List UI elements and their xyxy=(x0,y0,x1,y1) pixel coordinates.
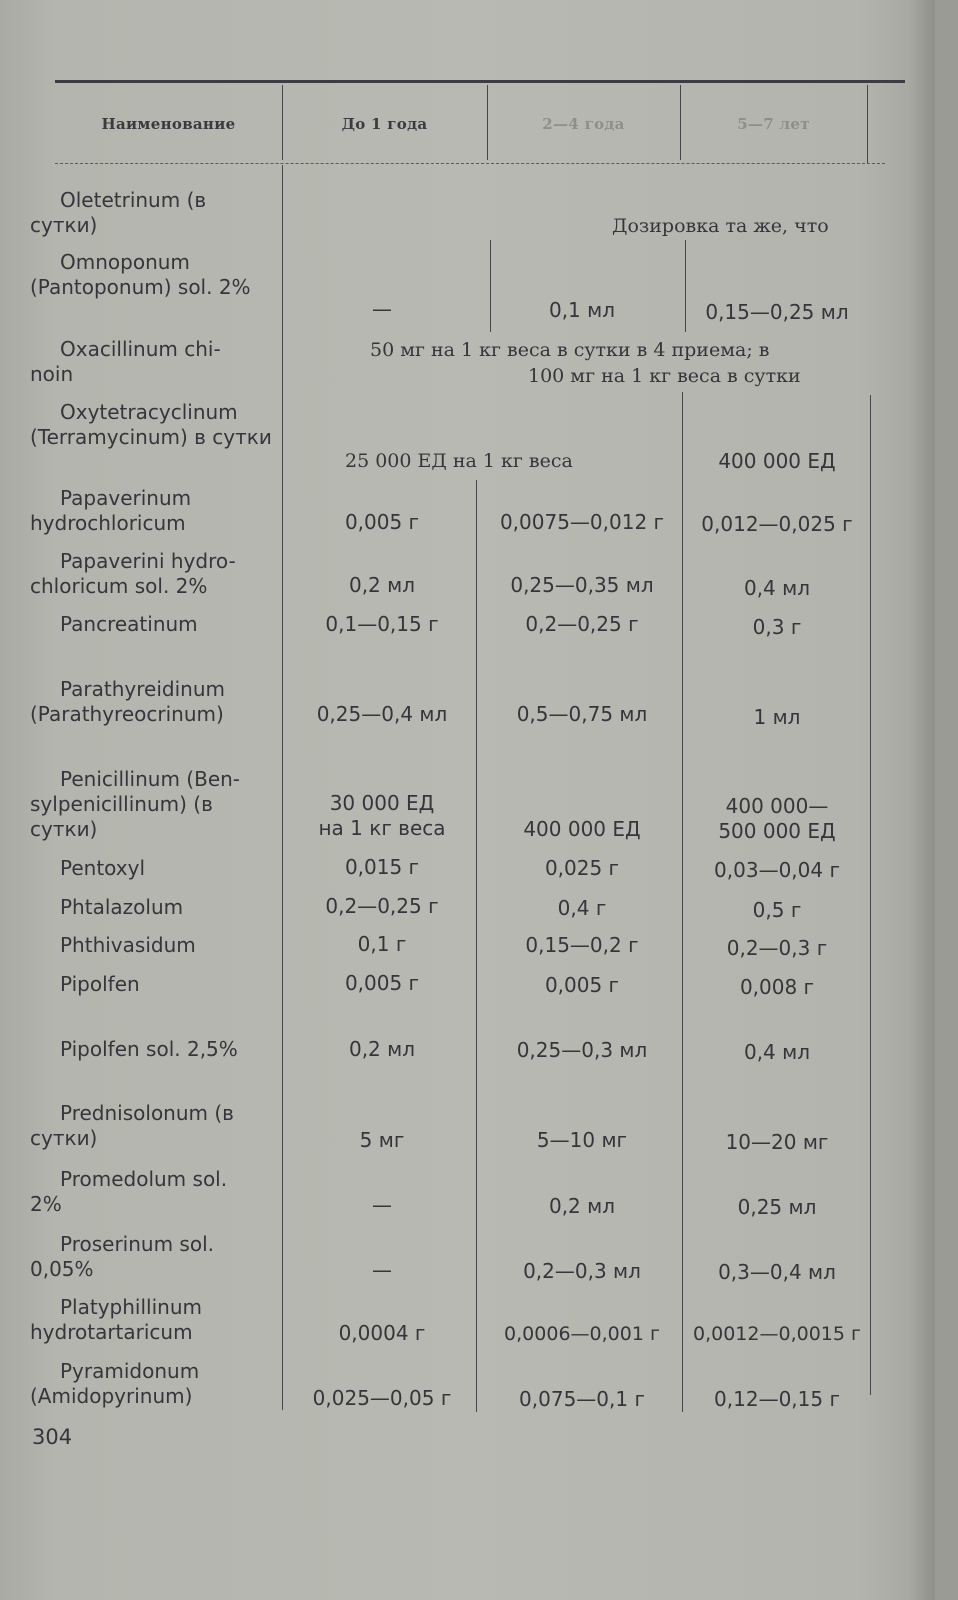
page-edge-shadow xyxy=(909,0,935,1600)
dose-under-1: 0,005 г xyxy=(344,971,420,995)
header-2-4-years: 2—4 года xyxy=(542,115,625,133)
header-under-1-year: До 1 года xyxy=(341,115,428,133)
dose-under-1: 0,25—0,4 мл xyxy=(316,702,448,726)
dose-2-4: 0,15—0,2 г xyxy=(525,933,639,957)
span-note: 100 мг на 1 кг веса в сутки xyxy=(528,365,801,387)
span-note: 25 000 ЕД на 1 кг веса xyxy=(345,450,573,472)
dose-under-1: — xyxy=(372,297,392,321)
span-note: Дозировка та же, что xyxy=(612,215,829,237)
drug-name: Omnoponum (Pantoponum) sol. 2% xyxy=(30,250,251,299)
drug-name: Pyramidonum (Amidopyrinum) xyxy=(30,1359,200,1408)
dose-under-1-note: на 1 кг веса xyxy=(318,816,446,840)
drug-name: Pancreatinum xyxy=(60,612,198,636)
dose-2-4: 0,25—0,35 мл xyxy=(510,573,654,597)
header-name: Наименование xyxy=(101,115,236,133)
drug-name: Parathyreidinum (Parathyreocrinum) xyxy=(30,677,225,726)
dose-5-7: 0,3 г xyxy=(752,615,802,639)
drug-name: Oletetrinum (в сутки) xyxy=(30,188,207,237)
dose-2-4: 0,0075—0,012 г xyxy=(499,510,665,534)
page-number: 304 xyxy=(32,1425,73,1449)
drug-name: Pentoxyl xyxy=(60,856,146,880)
dose-2-4: 0,25—0,3 мл xyxy=(516,1038,648,1062)
dose-under-1: 0,025—0,05 г xyxy=(312,1386,452,1410)
column-divider xyxy=(870,395,871,1395)
span-note: 50 мг на 1 кг веса в сутки в 4 приема; в xyxy=(370,339,770,361)
dose-5-7: 0,03—0,04 г xyxy=(714,858,840,882)
dose-2-4: 5—10 мг xyxy=(536,1128,628,1152)
table-top-rule xyxy=(55,80,905,83)
drug-name: Oxacillinum chi- noin xyxy=(30,337,221,386)
dose-2-4: 0,5—0,75 мл xyxy=(516,702,648,726)
drug-name: Papaverini hydro- chloricum sol. 2% xyxy=(30,549,236,598)
dose-2-4: 0,2—0,3 мл xyxy=(523,1259,641,1283)
dose-under-1: 0,2—0,25 г xyxy=(325,894,439,918)
dose-5-7: 1 мл xyxy=(753,705,801,729)
dose-5-7: 0,012—0,025 г xyxy=(701,512,853,536)
dose-2-4: 0,2 мл xyxy=(548,1194,616,1218)
dose-5-7: 400 000 ЕД xyxy=(718,449,836,473)
dose-5-7: 400 000— xyxy=(725,794,829,818)
drug-name: Papaverinum hydrochloricum xyxy=(30,486,192,535)
drug-name: Platyphillinum hydrotartaricum xyxy=(30,1295,202,1344)
dose-2-4: 0,025 г xyxy=(544,856,620,880)
drug-name: Penicillinum (Ben- sylpenicillinum) (в сутки) xyxy=(30,767,241,841)
dose-5-7: 0,008 г xyxy=(739,975,815,999)
drug-name: Proserinum sol. 0,05% xyxy=(30,1232,214,1281)
dose-5-7: 0,25 мл xyxy=(737,1195,817,1219)
dose-under-1: 0,2 мл xyxy=(348,573,416,597)
dose-5-7: 0,4 мл xyxy=(743,576,811,600)
dose-under-1: 0,015 г xyxy=(344,855,420,879)
dose-2-4: 0,0006—0,001 г xyxy=(504,1323,660,1345)
dose-5-7: 0,4 мл xyxy=(743,1040,811,1064)
dose-under-1: 0,1 г xyxy=(357,932,407,956)
dose-5-7: 0,12—0,15 г xyxy=(714,1387,840,1411)
header-divider xyxy=(867,85,868,163)
dose-5-7: 0,0012—0,0015 г xyxy=(693,1323,861,1345)
drug-name: Phthivasidum xyxy=(60,933,196,957)
dose-under-1: 0,2 мл xyxy=(348,1037,416,1061)
drug-name: Promedolum sol. 2% xyxy=(30,1167,228,1216)
header-5-7-years: 5—7 лет xyxy=(737,115,810,133)
dose-2-4: 0,1 мл xyxy=(548,298,616,322)
dose-under-1: — xyxy=(372,1193,392,1217)
column-divider xyxy=(282,165,283,1410)
drug-name: Oxytetracyclinum (Terramycinum) в сутки xyxy=(30,400,272,449)
dose-5-7-cont: 500 000 ЕД xyxy=(718,819,836,843)
dose-under-1: 5 мг xyxy=(359,1128,405,1152)
drug-name: Prednisolonum (в сутки) xyxy=(30,1101,234,1150)
dose-under-1: 0,0004 г xyxy=(338,1321,426,1345)
dose-5-7: 0,5 г xyxy=(752,898,802,922)
dose-under-1: — xyxy=(372,1258,392,1282)
dose-5-7: 0,2—0,3 г xyxy=(726,936,828,960)
dose-under-1: 0,005 г xyxy=(344,510,420,534)
dose-5-7: 0,3—0,4 мл xyxy=(718,1260,836,1284)
dose-5-7: 0,15—0,25 мл xyxy=(705,300,849,324)
dose-under-1: 30 000 ЕД xyxy=(329,791,435,815)
drug-name: Pipolfen sol. 2,5% xyxy=(60,1037,238,1061)
dose-2-4: 0,075—0,1 г xyxy=(519,1387,645,1411)
dose-2-4: 0,2—0,25 г xyxy=(525,612,639,636)
dose-5-7: 10—20 мг xyxy=(725,1130,829,1154)
drug-name: Phtalazolum xyxy=(60,895,184,919)
dose-2-4: 0,4 г xyxy=(557,896,607,920)
drug-name: Pipolfen xyxy=(60,972,140,996)
dose-under-1: 0,1—0,15 г xyxy=(325,612,439,636)
dose-2-4: 0,005 г xyxy=(544,973,620,997)
dose-2-4: 400 000 ЕД xyxy=(523,817,641,841)
table-header-rule xyxy=(55,163,885,164)
